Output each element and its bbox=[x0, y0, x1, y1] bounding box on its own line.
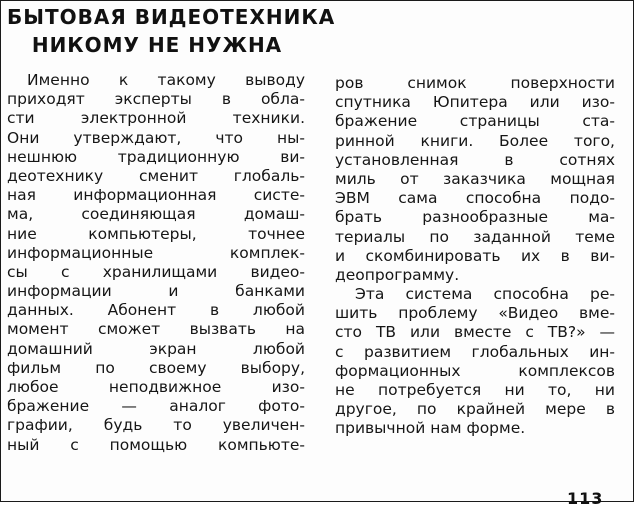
text-line: приходят эксперты в обла- bbox=[7, 90, 305, 109]
text-line: Именно к такому выводу bbox=[27, 71, 305, 89]
text-line: графии, будь то увеличен- bbox=[7, 416, 305, 435]
text-line: Они утверждают, что ны- bbox=[7, 128, 305, 147]
text-line: с развитием глобальных ин- bbox=[335, 342, 615, 361]
article-column-right bbox=[335, 74, 615, 439]
text-line: домашний экран любой bbox=[7, 339, 305, 358]
text-line: шить проблему «Видео вме- bbox=[335, 304, 615, 323]
text-line: нешнюю традиционную ви- bbox=[7, 147, 305, 166]
text-line: данных. Абонент в любой bbox=[7, 301, 305, 320]
text-line: бражение страницы ста- bbox=[335, 112, 615, 131]
text-line: Эта система способна ре- bbox=[355, 285, 615, 304]
text-line: формационных комплексов bbox=[335, 361, 615, 380]
text-line: ма, соединяющая домаш- bbox=[7, 205, 305, 224]
page-number: 113 bbox=[567, 489, 604, 508]
text-line: установленная в сотнях bbox=[335, 150, 615, 169]
text-line: ная информационная систе- bbox=[7, 186, 305, 205]
text-line: привычной нам форме. bbox=[335, 419, 526, 438]
text-line: деотехнику сменит глобаль- bbox=[7, 166, 305, 185]
text-line: не потребуется ни то, ни bbox=[335, 381, 615, 399]
text-line: териалы по заданной теме bbox=[335, 227, 615, 246]
text-line: брать разнообразные ма- bbox=[335, 208, 615, 227]
text-line: любое неподвижное изо- bbox=[7, 378, 305, 396]
text-line: и скомбинировать их в ви- bbox=[335, 246, 615, 265]
text-line: ров снимок поверхности bbox=[335, 74, 615, 92]
text-line: спутника Юпитера или изо- bbox=[335, 93, 615, 112]
text-line: бражение — аналог фото- bbox=[7, 397, 305, 416]
text-line: сто ТВ или вместе с ТВ?» — bbox=[335, 323, 615, 342]
headline-line-1: БЫТОВАЯ ВИДЕОТЕХНИКА bbox=[7, 5, 336, 29]
text-line: ный с помощью компьюте- bbox=[7, 435, 305, 454]
text-line: момент сможет вызвать на bbox=[7, 320, 305, 339]
text-line: ринной книги. Более того, bbox=[335, 131, 615, 150]
article-column-left bbox=[7, 71, 305, 455]
text-line: сы с хранилищами видео- bbox=[7, 262, 305, 281]
text-line: другое, по крайней мере в bbox=[335, 400, 615, 419]
text-line: сти электронной техники. bbox=[7, 109, 305, 128]
text-line: информации и банками bbox=[7, 282, 305, 301]
text-line: фильм по своему выбору, bbox=[7, 358, 305, 377]
text-line: деопрограмму. bbox=[335, 265, 460, 284]
text-line: ние компьютеры, точнее bbox=[7, 224, 305, 243]
text-line: миль от заказчика мощная bbox=[335, 169, 615, 188]
article-headline bbox=[7, 3, 336, 59]
text-line: информационные комплек- bbox=[7, 243, 305, 262]
headline-line-2: НИКОМУ НЕ НУЖНА bbox=[31, 33, 283, 57]
text-line: ЭВМ сама способна подо- bbox=[335, 189, 615, 208]
